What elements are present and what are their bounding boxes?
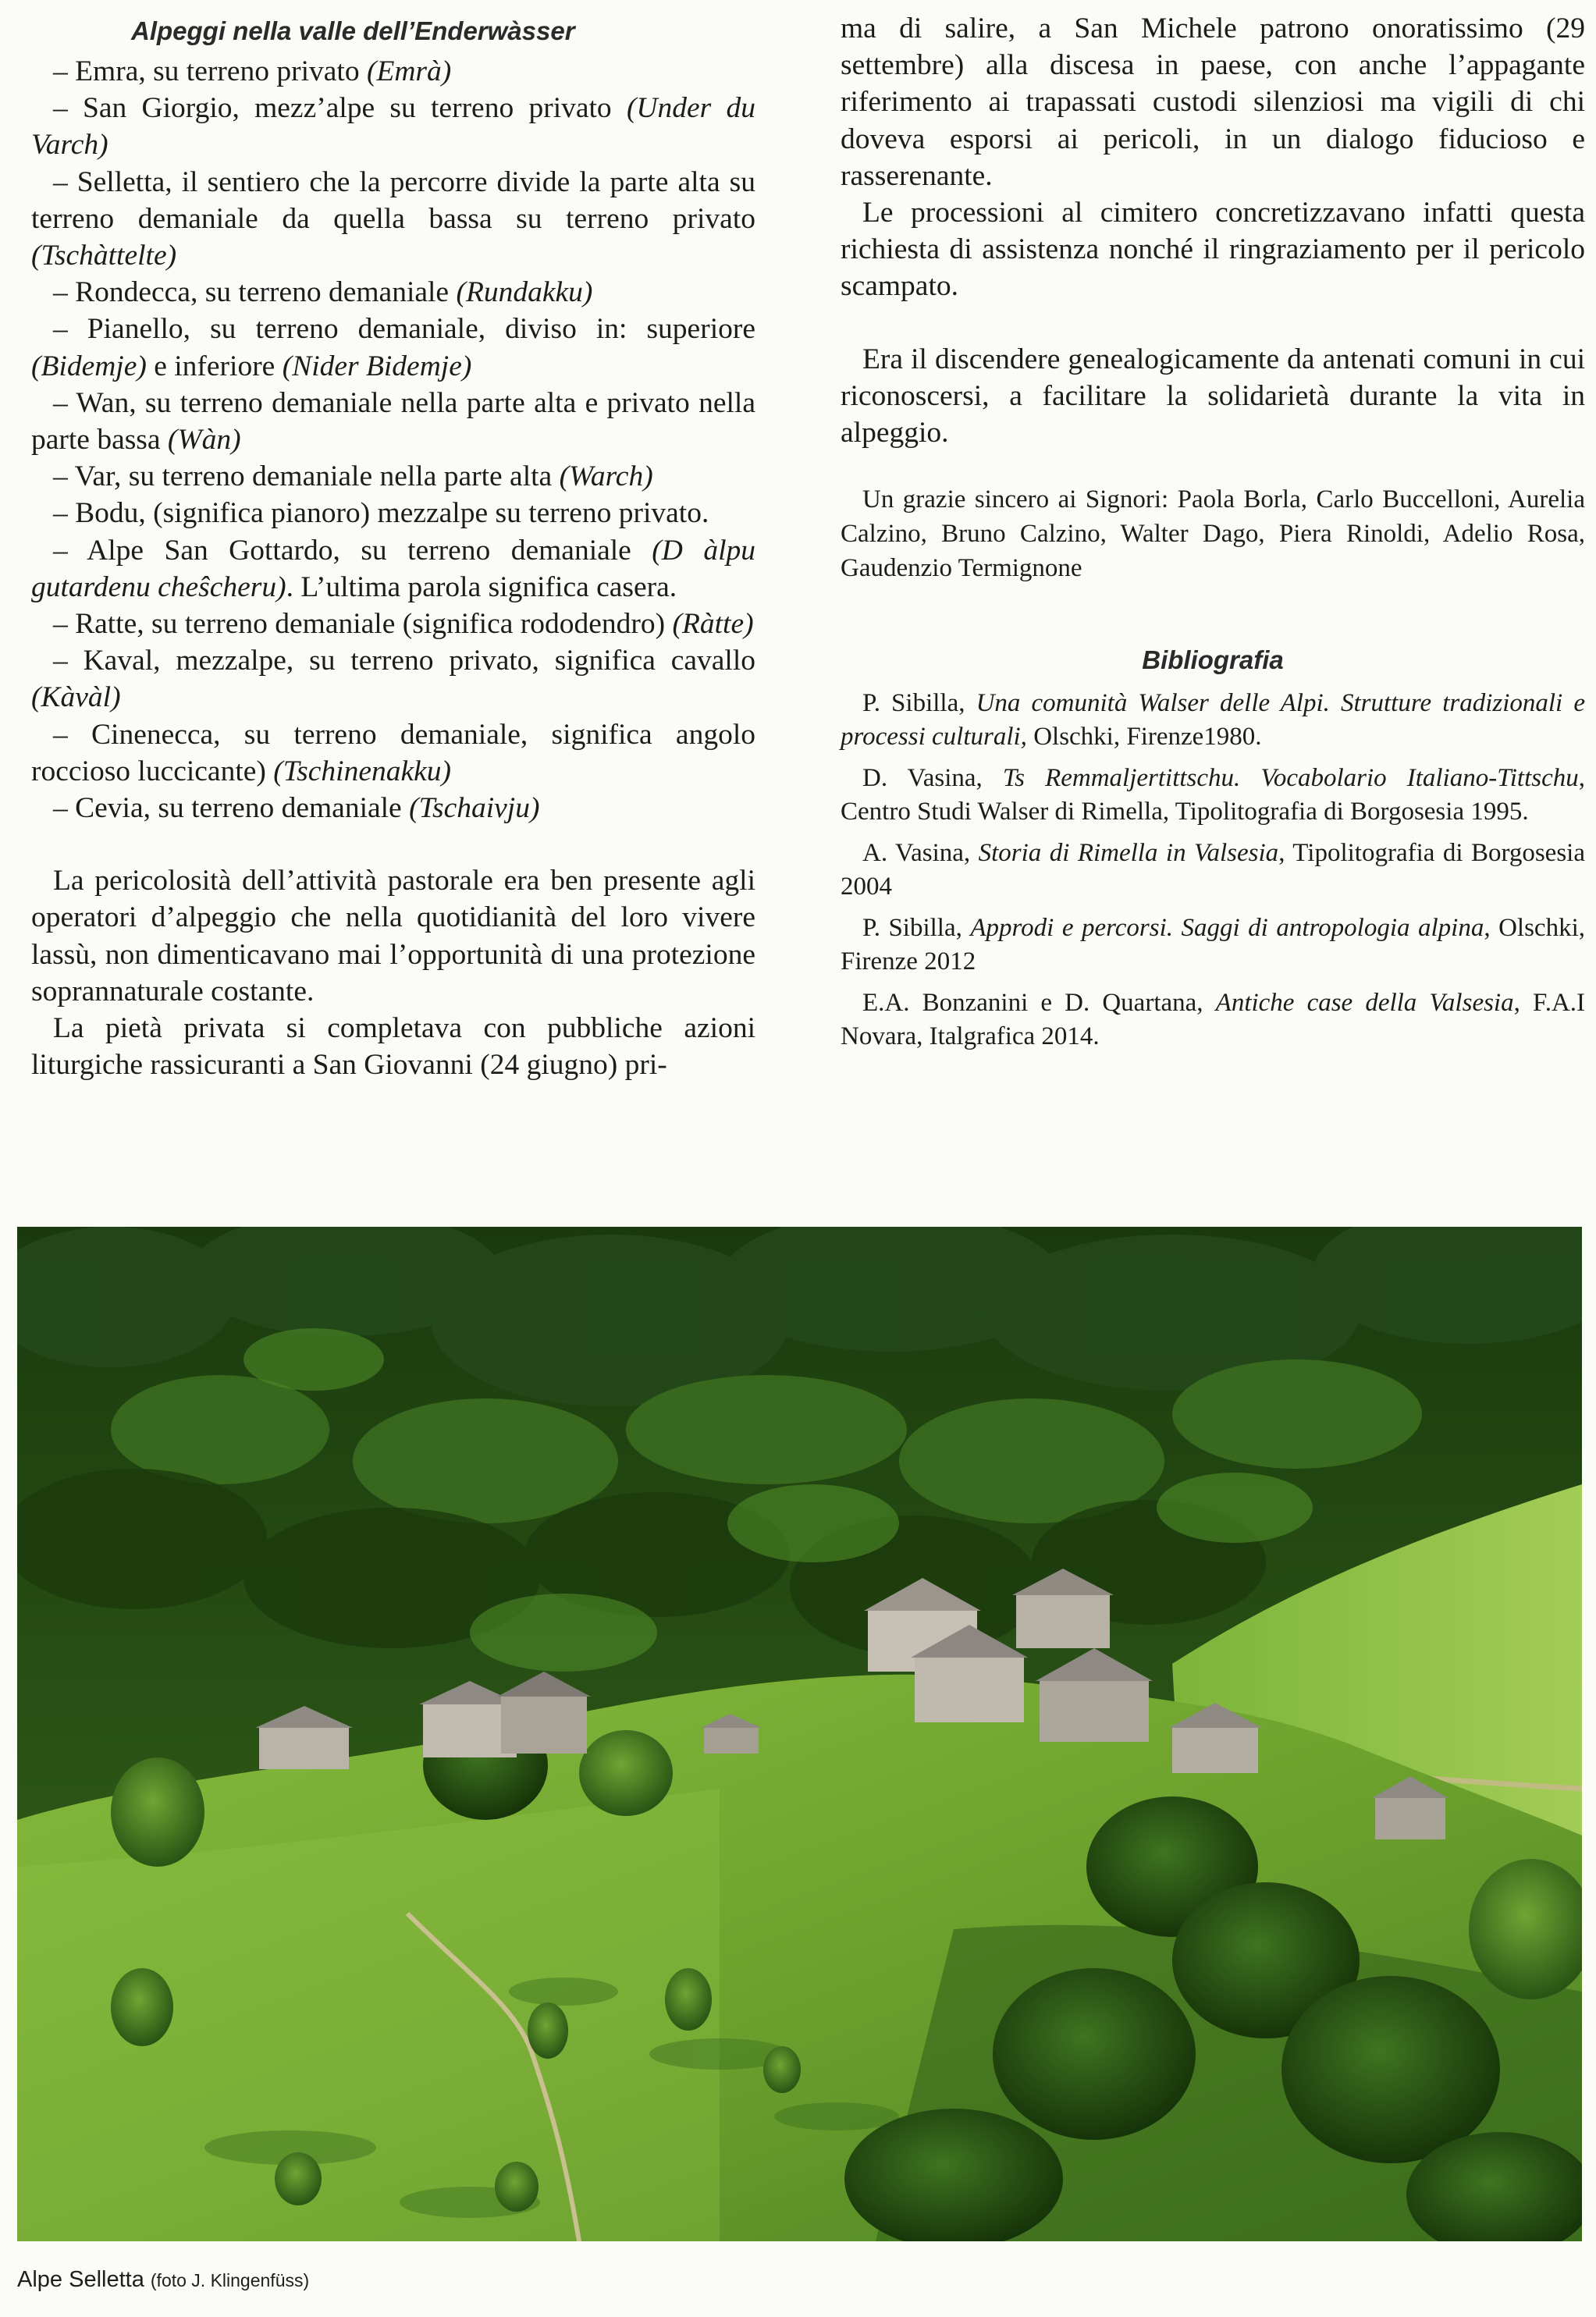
- list-item: – Cevia, su terreno demaniale (Tschaivju): [53, 792, 540, 825]
- list-item: – Pianello, su terreno demaniale, diviso in: superiore (Bidemje) e inferiore (Nider Bidemje): [31, 313, 755, 382]
- list-item: – Ratte, su terreno demaniale (significa rododendro) (Ràtte): [53, 608, 754, 641]
- paragraph: Era il discendere genealogicamente da antenati comuni in cui riconoscersi, a facilitare la solidarietà durante la vita in alpeggio.: [841, 343, 1585, 450]
- paragraph: La pietà privata si completava con pubbliche azioni liturgiche rassicuranti a San Giovanni (24 giugno) pri-: [31, 1012, 755, 1082]
- alpe-selletta-photo: [17, 1227, 1582, 2241]
- list-item: – San Giorgio, mezz’alpe su terreno privato (Under du Varch): [31, 92, 755, 162]
- bibliography-entry: E.A. Bonzanini e D. Quartana, Antiche case della Valsesia, F.A.I Novara, Italgrafica 2014.: [841, 989, 1586, 1051]
- alpeggi-list: [31, 53, 755, 1083]
- right-column: [841, 0, 1585, 1061]
- list-item: – Wan, su terreno demaniale nella parte alta e privato nella parte bassa (Wàn): [31, 386, 755, 457]
- bibliography-entry: P. Sibilla, Approdi e percorsi. Saggi di antropologia alpina, Olschki, Firenze 2012: [841, 914, 1585, 976]
- bibliography-list: [841, 687, 1585, 1054]
- paragraph: La pericolosità dell’attività pastorale era ben presente agli operatori d’alpeggio che nella quotidianità del loro vivere lassù, non dimenticavano mai l’opportunità di una protezione soprannaturale costante.: [31, 865, 755, 1007]
- right-text: [841, 10, 1585, 451]
- bibliography-entry: A. Vasina, Storia di Rimella in Valsesia, Tipolitografia di Borgosesia 2004: [841, 839, 1585, 901]
- section-heading: Alpeggi nella valle dell’Enderwàsser: [131, 16, 575, 45]
- caption-credit: (foto J. Klingenfüss): [150, 2270, 310, 2290]
- bibliography-entry: P. Sibilla, Una comunità Walser delle Alpi. Strutture tradizionali e processi culturali, Olschki, Firenze1980.: [841, 689, 1585, 752]
- acknowledgements: Un grazie sincero ai Signori: Paola Borla, Carlo Buccelloni, Aurelia Calzino, Bruno Calzino, Walter Dago, Piera Rinoldi, Adelio Rosa, Gaudenzio Termignone: [841, 485, 1585, 583]
- photo-caption: [17, 2267, 309, 2293]
- caption-title: Alpe Selletta: [17, 2267, 144, 2292]
- paragraph: ma di salire, a San Michele patrono onoratissimo (29 settembre) alla discesa in paese, con anche l’appagante riferimento ai trapassati custodi silenziosi ma vigili di chi doveva esporsi ai pericoli, in un dialogo fiducioso e rasserenante.: [841, 12, 1585, 192]
- list-item: – Alpe San Gottardo, su terreno demaniale (D àlpu gutardenu cheŝcheru). L’ultima parola significa casera.: [31, 534, 755, 603]
- list-item: – Kaval, mezzalpe, su terreno privato, significa cavallo (Kàvàl): [31, 645, 755, 714]
- list-item: – Cinenecca, su terreno demaniale, significa angolo roccioso luccicante) (Tschinenakku): [31, 718, 755, 787]
- list-item: – Selletta, il sentiero che la percorre divide la parte alta su terreno demaniale da quella bassa su terreno privato (Tschàttelte): [31, 165, 755, 272]
- list-item: – Bodu, (significa pianoro) mezzalpe su terreno privato.: [53, 497, 709, 530]
- left-column: [31, 0, 755, 1083]
- list-item: – Emra, su terreno privato (Emrà): [53, 55, 452, 87]
- bibliography-entry: D. Vasina, Ts Remmaljertittschu. Vocabolario Italiano-Tittschu, Centro Studi Walser di Rimella, Tipolitografia di Borgosesia 1995.: [841, 764, 1585, 826]
- list-item: – Var, su terreno demaniale nella parte alta (Warch): [53, 460, 653, 493]
- list-item: – Rondecca, su terreno demaniale (Rundakku): [53, 276, 593, 309]
- paragraph: Le processioni al cimitero concretizzavano infatti questa richiesta di assistenza nonché il ringraziamento per il pericolo scampato.: [841, 197, 1585, 303]
- bibliography-heading: Bibliografia: [1142, 645, 1284, 675]
